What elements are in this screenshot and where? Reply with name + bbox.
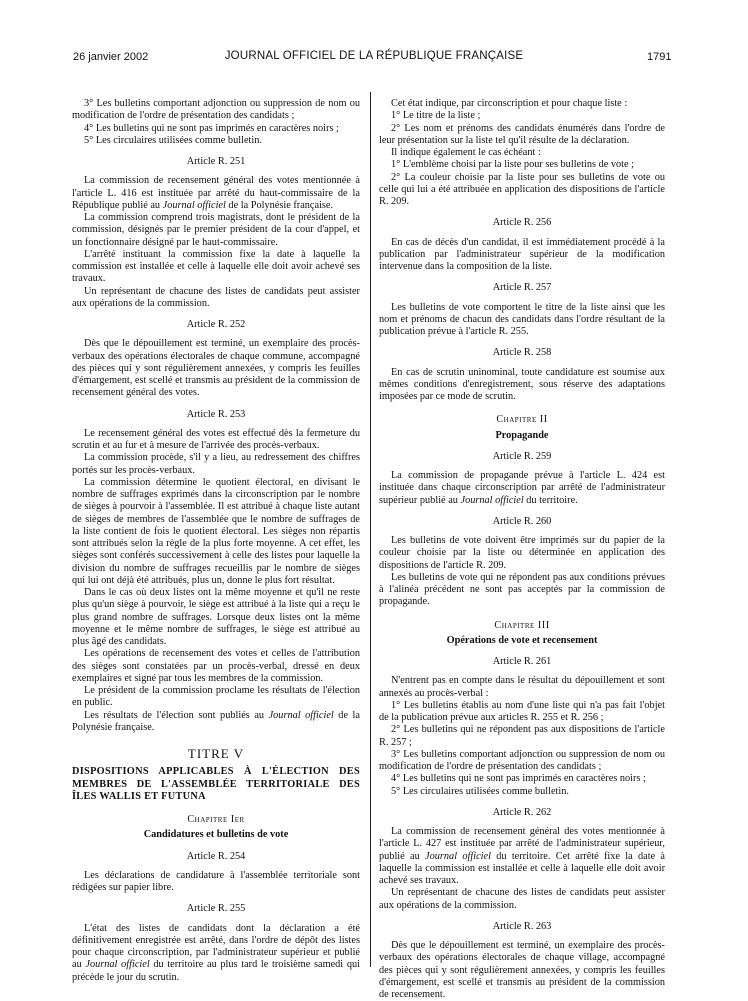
paragraph: 4° Les bulletins qui ne sont pas imprimés en caractères noirs ; xyxy=(84,122,339,134)
page-header xyxy=(0,0,748,70)
paragraph: La commission de recensement général des votes mentionnée à l'article L. 427 est instituée par arrêté de l'administrateur supérieur, publié au Journal officiel du territoire. Cet arrêté fixe la date à laquelle la commission est installée et celle à laquelle elle doit avoir achevé ses travaux. xyxy=(379,826,666,886)
paragraph: Les bulletins de vote comportent le titre de la liste ainsi que les nom et prénoms de chacun des candidats dans l'ordre résultant de la publication prévue à l'article R. 255. xyxy=(379,301,665,337)
paragraph: Le président de la commission proclame les résultats de l'élection en public. xyxy=(72,685,360,709)
journal-officiel-ref: Journal officiel xyxy=(85,959,150,971)
paragraph: 2° Les bulletins qui ne répondent pas aux dispositions de l'article R. 257 ; xyxy=(379,724,665,748)
paragraph: Les bulletins de vote doivent être imprimés sur du papier de la couleur choisie par la liste ou déterminée en application des dispositions de l'article R. 209. xyxy=(379,535,665,571)
paragraph: 5° Les circulaires utilisées comme bulletin. xyxy=(391,785,569,797)
paragraph: L'état des listes de candidats dont la déclaration a été définitivement enregistrée est arrêté, dans l'ordre de dépôt des listes pour chaque circonscription, par l'administrateur supérieur et publié au Journal officiel du territoire au plus tard le troisième samedi qui précède le jour du scrutin. xyxy=(72,922,360,983)
paragraph: La commission procède, s'il y a lieu, au redressement des chiffres portés sur les procès-verbaux. xyxy=(72,452,360,476)
chapter-title: Propagande xyxy=(495,429,549,441)
article-heading: Article R. 262 xyxy=(492,806,552,818)
paragraph: En cas de scrutin uninominal, toute candidature est soumise aux mêmes conditions d'enregistrement, sous réserve des adaptations imposées par ce mode de scrutin. xyxy=(379,366,665,402)
article-heading: Article R. 263 xyxy=(492,920,552,932)
paragraph: Les résultats de l'élection sont publiés au Journal officiel de la Polynésie française. xyxy=(72,709,360,733)
article-heading: Article R. 257 xyxy=(492,282,552,294)
chapter-heading: Chapitre III xyxy=(494,619,550,631)
paragraph: 1° Les bulletins établis au nom d'une liste qui n'a pas fait l'objet de la publication prévue aux articles R. 255 et R. 256 ; xyxy=(379,699,665,723)
paragraph: Dans le cas où deux listes ont la même moyenne et qu'il ne reste plus qu'un siège à pourvoir, le siège est attribué à la liste qui a reçu le plus grand nombre de suffrages. Lorsque deux listes ont la même moyenne et le même nombre de suffrages, le siège est attribué au plus âgé des candidats. xyxy=(72,587,360,647)
article-heading: Article R. 258 xyxy=(492,347,552,359)
paragraph: Il indique également le cas échéant : xyxy=(391,147,541,158)
paragraph: 1° Le titre de la liste ; xyxy=(391,110,481,122)
article-heading: Article R. 260 xyxy=(492,515,552,527)
article-heading: Article R. 254 xyxy=(186,850,246,862)
header-page-number: 1791 xyxy=(647,51,672,63)
paragraph: 3° Les bulletins comportant adjonction ou suppression de nom ou modification de l'ordre de présentation des candidats ; xyxy=(72,98,360,122)
paragraph: La commission de propagande prévue à l'article L. 424 est instituée dans chaque circonscription par arrêté de l'administrateur supérieur publié au Journal officiel du territoire. xyxy=(379,470,665,506)
header-date: 26 janvier 2002 xyxy=(73,51,149,63)
paragraph: Dès que le dépouillement est terminé, un exemplaire des procès-verbaux des opérations électorales de chaque village, accompagné des pièces qui y sont régulièrement annexées, y compris les feuilles d'émargement, est scellé et transmis au président de la commission de recensement. xyxy=(379,940,665,1000)
paragraph: Un représentant de chacune des listes de candidats peut assister aux opérations de la commission. xyxy=(72,285,360,309)
header-journal-title: JOURNAL OFFICIEL DE LA RÉPUBLIQUE FRANÇAISE xyxy=(224,50,524,62)
chapter-heading: Chapitre Ier xyxy=(187,814,245,825)
paragraph: N'entrent pas en compte dans le résultat du dépouillement et sont annexés au procès-verbal : xyxy=(379,675,665,699)
title-subheading: DISPOSITIONS APPLICABLES À L'ÉLECTION DES MEMBRES DE L'ASSEMBLÉE TERRITORIALE DES ÎLES WALLIS ET FUTUNA xyxy=(72,766,360,802)
left-column xyxy=(72,98,360,984)
paragraph: Un représentant de chacune des listes de candidats peut assister aux opérations de la commission. xyxy=(379,887,665,911)
column-divider xyxy=(370,92,371,967)
paragraph: Dès que le dépouillement est terminé, un exemplaire des procès-verbaux des opérations électorales de chaque commune, accompagné des pièces qui y sont régulièrement annexées, y compris les feuilles d'émargement, est scellé et transmis au président de la commission de recensement général des votes. xyxy=(72,338,360,399)
paragraph: La commission détermine le quotient électoral, en divisant le nombre de suffrages exprimés dans la circonscription par le nombre de sièges à pourvoir à l'assemblée. Il est attribué à chaque liste autant de sièges de membres de l'assemblée que le nombre de suffrages de la liste contient de fois le quotient électoral. Les sièges non répartis sont attribués selon la règle de la plus forte moyenne. A cet effet, les sièges sont conférés successivement à celle des listes pour laquelle la division du nombre de suffrages recueillis par le nombre de sièges qui lui ont déjà été attribués, plus un, donne le plus fort résultat. xyxy=(72,476,360,586)
paragraph: 4° Les bulletins qui ne sont pas imprimés en caractères noirs ; xyxy=(391,773,646,785)
paragraph: Le recensement général des votes est effectué dès la fermeture du scrutin et au fur et à mesure de l'arrivée des procès-verbaux. xyxy=(72,427,360,451)
paragraph: Les bulletins de vote qui ne répondent pas aux conditions prévues à l'alinéa précédent ne sont pas acceptés par la commission de propagande. xyxy=(379,571,665,608)
chapter-heading: Chapitre II xyxy=(496,414,548,426)
right-column xyxy=(379,98,665,1001)
paragraph: 5° Les circulaires utilisées comme bulletin. xyxy=(84,134,262,146)
article-heading: Article R. 255 xyxy=(186,903,246,915)
paragraph: 1° L'emblème choisi par la liste pour ses bulletins de vote ; xyxy=(391,159,635,171)
paragraph: L'arrêté instituant la commission fixe la date à laquelle la commission est installée et celle à laquelle elle doit avoir achevé ses travaux. xyxy=(72,248,360,285)
article-heading: Article R. 253 xyxy=(186,408,246,420)
chapter-title: Candidatures et bulletins de vote xyxy=(143,829,289,841)
article-heading: Article R. 252 xyxy=(186,319,246,330)
article-heading: Article R. 251 xyxy=(186,156,246,167)
paragraph: 3° Les bulletins comportant adjonction ou suppression de nom ou modification de l'ordre de présentation des candidats ; xyxy=(379,748,665,772)
journal-officiel-ref: Journal officiel xyxy=(162,199,226,211)
journal-officiel-ref: Journal officiel xyxy=(425,850,491,862)
paragraph: Les déclarations de candidature à l'assemblée territoriale sont rédigées sur papier libre. xyxy=(72,869,360,893)
journal-officiel-ref: Journal officiel xyxy=(268,709,334,721)
paragraph: Les opérations de recensement des votes et celles de l'attribution des sièges sont constatées par un procès-verbal, dressé en deux exemplaires et signé par tous les membres de la commission. xyxy=(72,648,360,684)
paragraph: Cet état indique, par circonscription et pour chaque liste : xyxy=(391,98,628,109)
title-heading: TITRE V xyxy=(187,746,245,761)
paragraph: En cas de décès d'un candidat, il est immédiatement procédé à la publication par l'administrateur supérieur de la modification intervenue dans la composition de la liste. xyxy=(379,236,665,272)
article-heading: Article R. 261 xyxy=(492,656,552,667)
journal-officiel-ref: Journal officiel xyxy=(460,494,524,506)
article-heading: Article R. 259 xyxy=(492,450,552,462)
article-heading: Article R. 256 xyxy=(492,217,552,229)
chapter-title: Opérations de vote et recensement xyxy=(446,634,598,646)
paragraph: La commission comprend trois magistrats, dont le président de la commission, désignés par le premier président de la cour d'appel, et un fonctionnaire désigné par le haut-commissaire. xyxy=(72,212,360,248)
paragraph: 2° La couleur choisie par la liste pour ses bulletins de vote ou celle qui lui a été attribuée en application des dispositions de l'article R. 209. xyxy=(379,171,665,207)
paragraph: La commission de recensement général des votes mentionnée à l'article L. 416 est instituée par arrêté du haut-commissaire de la République publié au Journal officiel de la Polynésie française. xyxy=(72,175,360,211)
paragraph: 2° Les nom et prénoms des candidats énumérés dans l'ordre de leur présentation sur la liste tel qu'il résulte de la déclaration. xyxy=(379,122,665,146)
